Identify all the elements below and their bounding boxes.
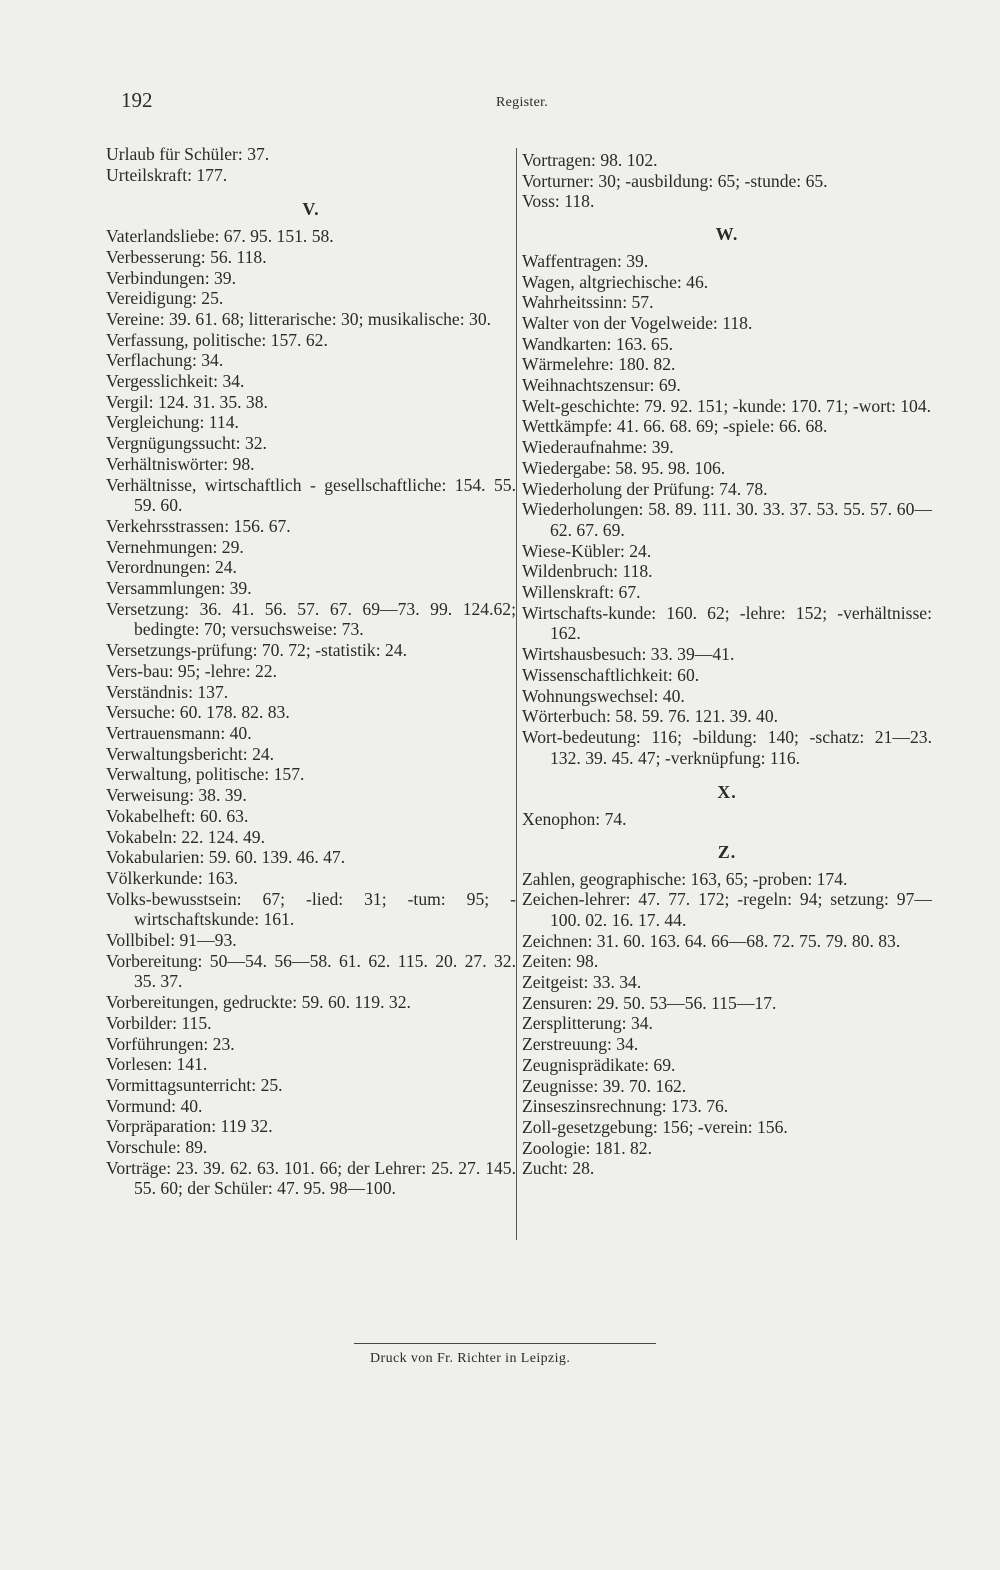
index-entry: Verhältniswörter: 98. <box>106 453 255 474</box>
index-entry: Vokabularien: 59. 60. 139. 46. 47. <box>106 847 346 868</box>
index-entry: Vorpräparation: 119 32. <box>106 1116 273 1137</box>
index-entry: Verbesserung: 56. 118. <box>106 246 267 267</box>
index-entry: Vereidigung: 25. <box>106 288 224 309</box>
index-entry: Vorturner: 30; -ausbildung: 65; -stunde: 65. <box>522 170 828 191</box>
index-entry: Voss: 118. <box>522 191 595 212</box>
index-entry: Verwaltung, politische: 157. <box>106 764 305 785</box>
index-entry: Vaterlandsliebe: 67. 95. 151. 58. <box>106 226 334 247</box>
index-entry: Vorbereitung: 50—54. 56—58. 61. 62. 115. 20. 27. 32. 35. 37. <box>106 950 516 992</box>
index-entry: Vorlesen: 141. <box>106 1054 208 1075</box>
index-entry: Willenskraft: 67. <box>522 582 641 603</box>
index-entry: Zersplitterung: 34. <box>522 1013 653 1034</box>
index-entry: Vergesslichkeit: 34. <box>106 371 245 392</box>
index-entry: Zoll-gesetzgebung: 156; -verein: 156. <box>522 1116 788 1137</box>
index-entry: Verhältnisse, wirtschaftlich - gesellschaftliche: 154. 55. 59. 60. <box>106 474 516 516</box>
index-entry: Versammlungen: 39. <box>106 578 252 599</box>
index-entry: Wiese-Kübler: 24. <box>522 540 652 561</box>
index-entry: Walter von der Vogelweide: 118. <box>522 312 753 333</box>
footer-rule <box>354 1343 656 1344</box>
index-entry: Wärmelehre: 180. 82. <box>522 354 676 375</box>
index-entry: Verflachung: 34. <box>106 350 224 371</box>
index-entry: Vortragen: 98. 102. <box>522 150 658 170</box>
index-entry: Waffentragen: 39. <box>522 250 649 271</box>
column-divider <box>516 148 517 1240</box>
index-entry: Zeichnen: 31. 60. 163. 64. 66—68. 72. 75. 79. 80. 83. <box>522 930 901 951</box>
index-entry: Weihnachtszensur: 69. <box>522 375 681 396</box>
index-entry: Vers-bau: 95; -lehre: 22. <box>106 660 277 681</box>
index-entry: Wagen, altgriechische: 46. <box>522 271 709 292</box>
index-entry: Vergleichung: 114. <box>106 412 239 433</box>
index-entry: Zeugnisse: 39. 70. 162. <box>522 1075 687 1096</box>
index-entry: Vergil: 124. 31. 35. 38. <box>106 391 268 412</box>
index-entry: Urlaub für Schüler: 37. <box>106 144 270 164</box>
index-entry: Zoologie: 181. 82. <box>522 1137 652 1158</box>
index-entry: Zensuren: 29. 50. 53—56. 115—17. <box>522 992 777 1013</box>
index-entry: Zeichen-lehrer: 47. 77. 172; -regeln: 94; setzung: 97—100. 02. 16. 17. 44. <box>522 889 932 930</box>
index-entry: Wiederholungen: 58. 89. 111. 30. 33. 37. 53. 55. 57. 60—62. 67. 69. <box>522 499 932 540</box>
index-entry: Wandkarten: 163. 65. <box>522 333 674 354</box>
index-entry: Vertrauensmann: 40. <box>106 722 252 743</box>
index-entry: Vollbibel: 91—93. <box>106 930 237 951</box>
index-entry: Wohnungswechsel: 40. <box>522 685 685 706</box>
printer-imprint: Druck von Fr. Richter in Leipzig. <box>370 1351 571 1366</box>
index-entry: Zinseszinsrechnung: 173. 76. <box>522 1096 729 1117</box>
index-entry: Vokabeln: 22. 124. 49. <box>106 826 265 847</box>
index-entry: Urteilskraft: 177. <box>106 164 228 185</box>
index-entry: Verordnungen: 24. <box>106 557 237 578</box>
index-entry: Zeugnisprädikate: 69. <box>522 1054 676 1075</box>
index-entry: Xenophon: 74. <box>522 809 627 830</box>
index-entry: Vorbilder: 115. <box>106 1012 212 1033</box>
index-entry: Wirtschafts-kunde: 160. 62; -lehre: 152; -verhältnisse: 162. <box>522 602 932 644</box>
index-entry: Vormittagsunterricht: 25. <box>106 1074 283 1095</box>
index-entry: Völkerkunde: 163. <box>106 867 238 888</box>
index-entry: Wörterbuch: 58. 59. 76. 121. 39. 40. <box>522 706 779 727</box>
section-letter: Z. <box>717 841 737 862</box>
index-entry: Vorträge: 23. 39. 62. 63. 101. 66; der Lehrer: 25. 27. 145. 55. 60; der Schüler: 47. 95. 98—100. <box>106 1157 516 1199</box>
running-head: Register. <box>496 95 549 110</box>
index-entry: Versetzungs-prüfung: 70. 72; -statistik: 24. <box>106 640 408 661</box>
index-entry: Verbindungen: 39. <box>106 267 236 288</box>
index-entry: Wahrheitssinn: 57. <box>522 292 654 313</box>
section-letter: W. <box>715 224 739 245</box>
index-entry: Vernehmungen: 29. <box>106 536 244 557</box>
index-entry: Verkehrsstrassen: 156. 67. <box>106 515 291 536</box>
index-entry: Verweisung: 38. 39. <box>106 785 247 806</box>
index-entry: Wiedergabe: 58. 95. 98. 106. <box>522 457 726 478</box>
index-entry: Vorführungen: 23. <box>106 1033 235 1054</box>
index-entry: Zahlen, geographische: 163, 65; -proben: 174. <box>522 868 848 889</box>
index-entry: Wettkämpfe: 41. 66. 68. 69; -spiele: 66. 68. <box>522 416 828 437</box>
index-entry: Volks-bewusstsein: 67; -lied: 31; -tum: 95; -wirtschaftskunde: 161. <box>106 888 516 930</box>
index-column-right <box>522 150 932 1179</box>
index-entry: Vereine: 39. 61. 68; litterarische: 30; musikalische: 30. <box>106 308 492 329</box>
index-entry: Zeiten: 98. <box>522 951 599 972</box>
index-entry: Wiederaufnahme: 39. <box>522 437 674 458</box>
index-entry: Zeitgeist: 33. 34. <box>522 972 642 993</box>
index-entry: Wort-bedeutung: 116; -bildung: 140; -schatz: 21—23. 132. 39. 45. 47; -verknüpfung: 116. <box>522 726 932 768</box>
index-entry: Vorbereitungen, gedruckte: 59. 60. 119. 32. <box>106 992 411 1013</box>
index-entry: Welt-geschichte: 79. 92. 151; -kunde: 170. 71; -wort: 104. <box>522 395 932 416</box>
index-entry: Verwaltungsbericht: 24. <box>106 743 275 764</box>
index-entry: Wildenbruch: 118. <box>522 561 653 582</box>
index-entry: Wiederholung der Prüfung: 74. 78. <box>522 478 768 499</box>
index-entry: Verständnis: 137. <box>106 681 229 702</box>
index-entry: Wissenschaftlichkeit: 60. <box>522 664 700 685</box>
index-entry: Verfassung, politische: 157. 62. <box>106 329 328 350</box>
index-entry: Vormund: 40. <box>106 1095 203 1116</box>
index-entry: Vokabelheft: 60. 63. <box>106 805 249 826</box>
section-letter: X. <box>717 782 737 803</box>
page-number: 192 <box>121 88 153 112</box>
index-entry: Versuche: 60. 178. 82. 83. <box>106 702 290 723</box>
index-column-left <box>106 144 516 1199</box>
index-entry: Zerstreuung: 34. <box>522 1034 639 1055</box>
section-letter: V. <box>302 199 320 220</box>
index-entry: Wirtshausbesuch: 33. 39—41. <box>522 644 735 665</box>
index-entry: Zucht: 28. <box>522 1158 595 1179</box>
index-entry: Versetzung: 36. 41. 56. 57. 67. 69—73. 99. 124.62; bedingte: 70; versuchsweise: 73. <box>106 598 516 640</box>
index-entry: Vorschule: 89. <box>106 1137 208 1158</box>
index-entry: Vergnügungssucht: 32. <box>106 433 267 454</box>
